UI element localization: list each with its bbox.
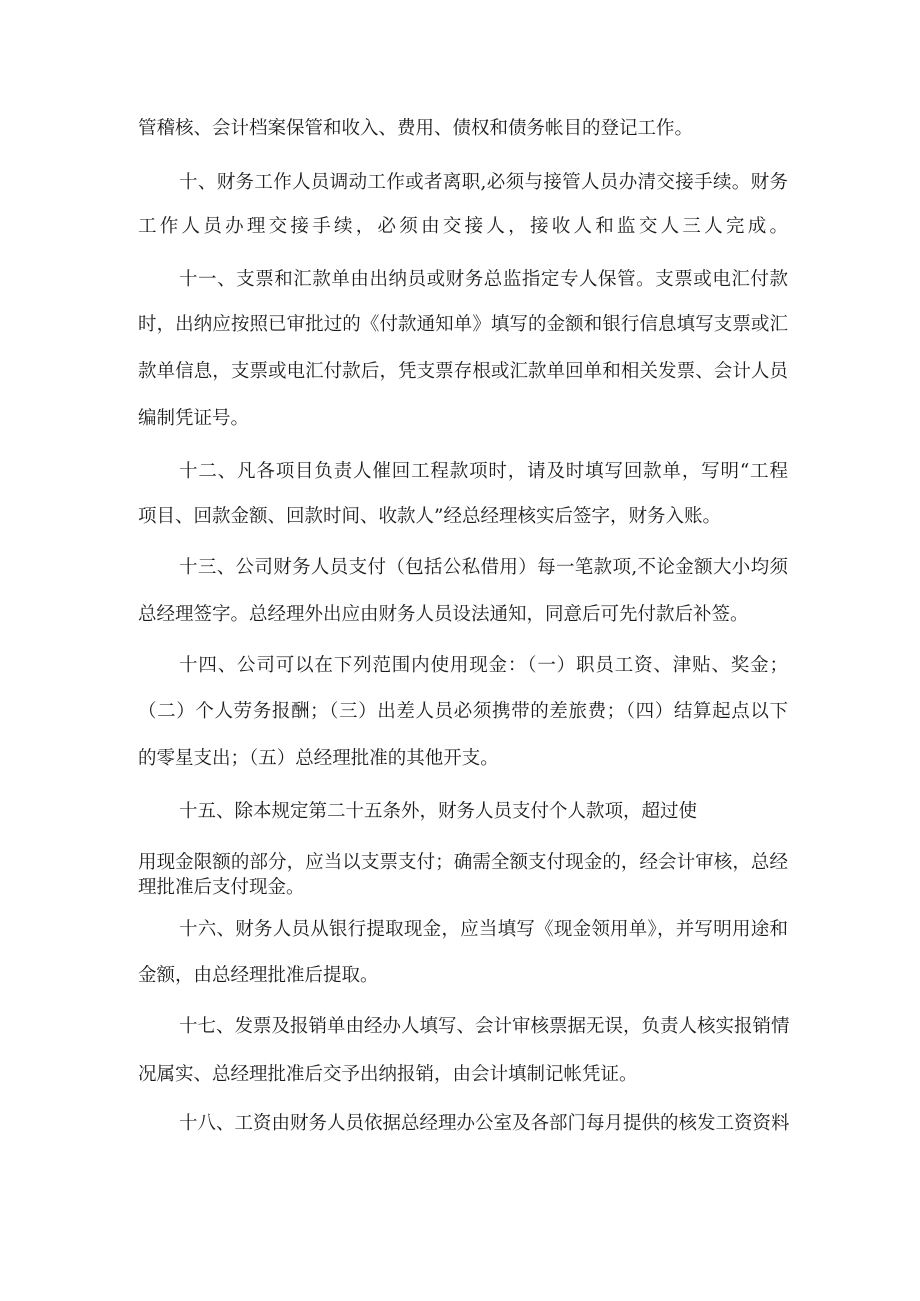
text-line: （二）个人劳务报酬；（三）出差人员必须携带的差旅费；（四）结算起点以下 — [138, 701, 788, 722]
text-line: 时，出纳应按照已审批过的《付款通知单》填写的金额和银行信息填写支票或汇 — [138, 314, 788, 335]
text-line: 十五、除本规定第二十五条外，财务人员支付个人款项，超过使 — [179, 801, 698, 822]
text-line: 十八、工资由财务人员依据总经理办公室及各部门每月提供的核发工资资料 — [179, 1113, 790, 1134]
text-line: 项目、回款金额、回款时间、收款人”经总经理核实后签字，财务入账。 — [138, 506, 721, 527]
text-line: 用现金限额的部分，应当以支票支付；确需全额支付现金的，经会计审核，总经 — [138, 852, 788, 873]
text-line: 编制凭证号。 — [138, 408, 250, 429]
text-line: 管稽核、会计档案保管和收入、费用、债权和债务帐目的登记工作。 — [138, 118, 694, 139]
text-line: 工作人员办理交接手续，必须由交接人，接收人和监交人三人完成。 — [138, 216, 788, 237]
text-line: 十七、发票及报销单由经办人填写、会计审核票据无误，负责人核实报销情 — [179, 1016, 790, 1037]
text-line: 十六、财务人员从银行提取现金，应当填写《现金领用单》，并写明用途和 — [179, 919, 788, 940]
text-line: 理批准后支付现金。 — [138, 877, 305, 898]
text-line: 况属实、总经理批准后交予出纳报销，由会计填制记帐凭证。 — [138, 1064, 638, 1085]
text-line: 款单信息，支票或电汇付款后，凭支票存根或汇款单回单和相关发票、会计人员 — [138, 361, 788, 382]
text-line: 十一、支票和汇款单由出纳员或财务总监指定专人保管。支票或电汇付款 — [179, 269, 788, 290]
text-line: 总经理签字。总经理外出应由财务人员设法通知，同意后可先付款后补签。 — [138, 604, 749, 625]
text-line: 十四、公司可以在下列范围内使用现金：（一）职员工资、津贴、奖金； — [179, 655, 788, 676]
text-line: 金额，由总经理批准后提取。 — [138, 965, 379, 986]
text-line: 十、财务工作人员调动工作或者离职,必须与接管人员办清交接手续。财务 — [179, 172, 788, 193]
text-line: 十二、凡各项目负责人催回工程款项时，请及时填写回款单，写明“工程 — [179, 461, 788, 482]
text-line: 十三、公司财务人员支付（包括公私借用）每一笔款项,不论金额大小均须 — [179, 557, 788, 578]
text-line: 的零星支出；（五）总经理批准的其他开支。 — [138, 748, 499, 769]
